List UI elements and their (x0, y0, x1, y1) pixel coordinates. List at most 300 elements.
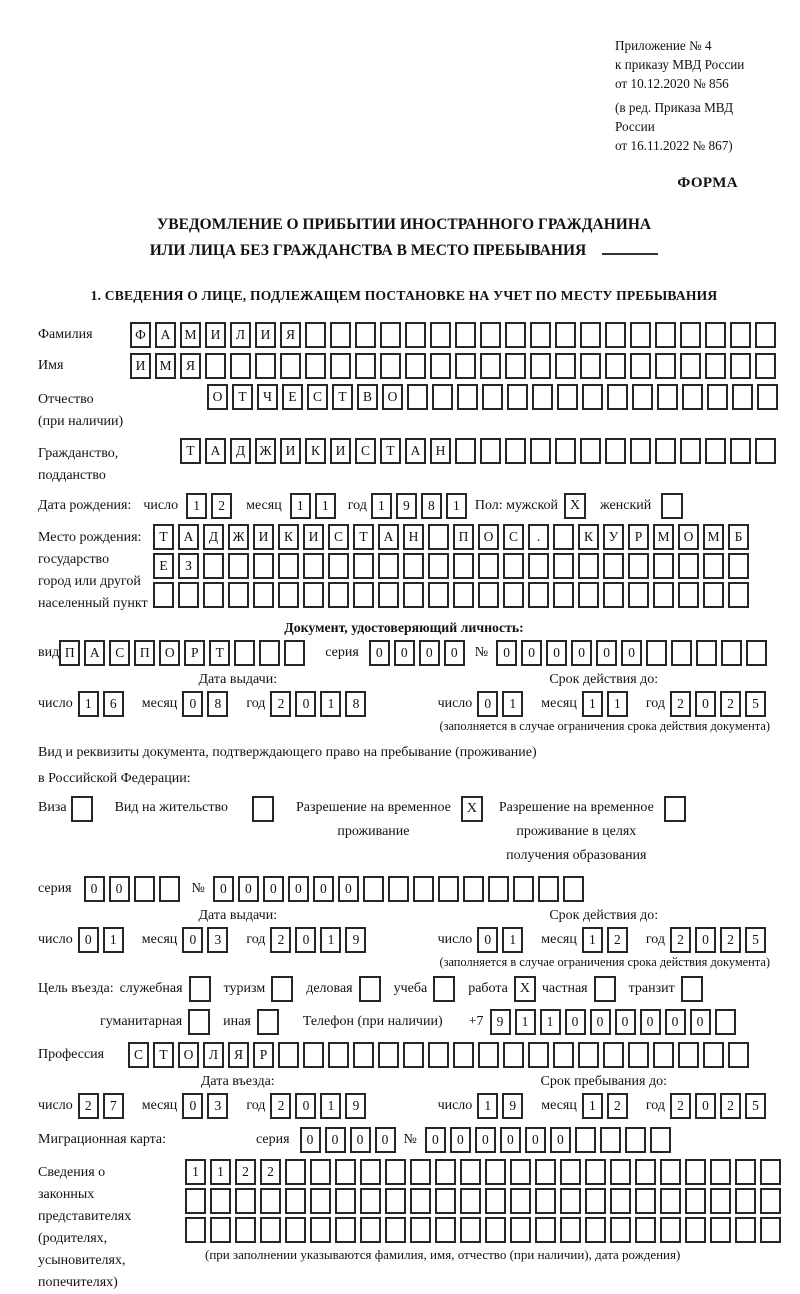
temp-residence-checkbox[interactable]: X (461, 796, 483, 822)
char-cell[interactable] (760, 1188, 781, 1214)
char-cell[interactable]: 0 (477, 927, 498, 953)
char-cell[interactable] (355, 322, 376, 348)
char-cell[interactable]: 0 (640, 1009, 661, 1035)
char-cell[interactable]: Т (380, 438, 401, 464)
char-cell[interactable] (488, 876, 509, 902)
char-cell[interactable] (310, 1188, 331, 1214)
char-cell[interactable]: Н (430, 438, 451, 464)
char-cell[interactable] (696, 640, 717, 666)
char-cell[interactable]: 0 (695, 927, 716, 953)
char-cell[interactable] (721, 640, 742, 666)
char-cell[interactable]: . (528, 524, 549, 550)
char-cell[interactable]: 0 (550, 1127, 571, 1153)
char-cell[interactable] (728, 553, 749, 579)
char-cell[interactable] (625, 1127, 646, 1153)
char-cell[interactable] (405, 353, 426, 379)
char-cell[interactable] (428, 582, 449, 608)
char-cell[interactable]: 0 (444, 640, 465, 666)
char-cell[interactable]: 1 (540, 1009, 561, 1035)
char-cell[interactable] (732, 384, 753, 410)
char-cell[interactable] (703, 553, 724, 579)
char-cell[interactable]: 1 (320, 691, 341, 717)
char-cell[interactable]: Л (230, 322, 251, 348)
char-cell[interactable] (255, 353, 276, 379)
char-cell[interactable]: И (280, 438, 301, 464)
char-cell[interactable] (360, 1217, 381, 1243)
char-cell[interactable] (403, 553, 424, 579)
char-cell[interactable] (605, 322, 626, 348)
char-cell[interactable] (438, 876, 459, 902)
char-cell[interactable]: Е (282, 384, 303, 410)
char-cell[interactable] (760, 1217, 781, 1243)
char-cell[interactable]: 0 (521, 640, 542, 666)
purpose-private-checkbox[interactable] (594, 976, 616, 1002)
char-cell[interactable]: Я (280, 322, 301, 348)
char-cell[interactable] (455, 353, 476, 379)
char-cell[interactable] (650, 1127, 671, 1153)
char-cell[interactable] (430, 353, 451, 379)
char-cell[interactable]: 0 (590, 1009, 611, 1035)
char-cell[interactable] (530, 438, 551, 464)
char-cell[interactable] (513, 876, 534, 902)
char-cell[interactable]: 1 (502, 927, 523, 953)
char-cell[interactable] (735, 1217, 756, 1243)
char-cell[interactable] (628, 553, 649, 579)
char-cell[interactable] (560, 1217, 581, 1243)
char-cell[interactable]: 0 (525, 1127, 546, 1153)
char-cell[interactable] (328, 553, 349, 579)
char-cell[interactable]: У (603, 524, 624, 550)
char-cell[interactable] (284, 640, 305, 666)
purpose-work-checkbox[interactable]: X (514, 976, 536, 1002)
char-cell[interactable] (575, 1127, 596, 1153)
char-cell[interactable] (578, 582, 599, 608)
char-cell[interactable] (480, 353, 501, 379)
purpose-business-checkbox[interactable] (359, 976, 381, 1002)
char-cell[interactable] (680, 322, 701, 348)
char-cell[interactable]: И (130, 353, 151, 379)
char-cell[interactable]: 2 (670, 927, 691, 953)
char-cell[interactable] (210, 1188, 231, 1214)
char-cell[interactable] (510, 1188, 531, 1214)
char-cell[interactable] (285, 1217, 306, 1243)
char-cell[interactable]: С (128, 1042, 149, 1068)
char-cell[interactable] (259, 640, 280, 666)
char-cell[interactable] (253, 553, 274, 579)
char-cell[interactable]: К (578, 524, 599, 550)
char-cell[interactable]: 8 (421, 493, 442, 519)
char-cell[interactable] (746, 640, 767, 666)
char-cell[interactable]: Ч (257, 384, 278, 410)
char-cell[interactable] (460, 1217, 481, 1243)
char-cell[interactable]: 2 (211, 493, 232, 519)
char-cell[interactable] (730, 438, 751, 464)
char-cell[interactable] (555, 438, 576, 464)
char-cell[interactable]: Д (203, 524, 224, 550)
char-cell[interactable] (480, 322, 501, 348)
char-cell[interactable]: 0 (690, 1009, 711, 1035)
char-cell[interactable] (503, 553, 524, 579)
char-cell[interactable]: 7 (103, 1093, 124, 1119)
char-cell[interactable]: А (378, 524, 399, 550)
char-cell[interactable]: 0 (375, 1127, 396, 1153)
char-cell[interactable] (330, 353, 351, 379)
char-cell[interactable]: 0 (546, 640, 567, 666)
char-cell[interactable]: 3 (207, 1093, 228, 1119)
char-cell[interactable]: В (357, 384, 378, 410)
char-cell[interactable]: 2 (720, 927, 741, 953)
char-cell[interactable]: А (205, 438, 226, 464)
char-cell[interactable] (485, 1217, 506, 1243)
residence-permit-checkbox[interactable] (252, 796, 274, 822)
char-cell[interactable]: Т (153, 524, 174, 550)
char-cell[interactable] (703, 1042, 724, 1068)
char-cell[interactable]: 2 (260, 1159, 281, 1185)
char-cell[interactable]: 0 (596, 640, 617, 666)
char-cell[interactable]: 0 (500, 1127, 521, 1153)
char-cell[interactable]: Е (153, 553, 174, 579)
char-cell[interactable] (335, 1188, 356, 1214)
char-cell[interactable] (653, 553, 674, 579)
char-cell[interactable] (635, 1188, 656, 1214)
char-cell[interactable] (457, 384, 478, 410)
char-cell[interactable] (632, 384, 653, 410)
char-cell[interactable]: 5 (745, 1093, 766, 1119)
char-cell[interactable] (228, 582, 249, 608)
char-cell[interactable] (660, 1217, 681, 1243)
char-cell[interactable] (159, 876, 180, 902)
char-cell[interactable] (603, 582, 624, 608)
char-cell[interactable]: 1 (185, 1159, 206, 1185)
char-cell[interactable] (757, 384, 778, 410)
char-cell[interactable]: 2 (235, 1159, 256, 1185)
char-cell[interactable] (153, 582, 174, 608)
char-cell[interactable]: С (328, 524, 349, 550)
char-cell[interactable]: 2 (670, 691, 691, 717)
char-cell[interactable]: 2 (270, 691, 291, 717)
char-cell[interactable] (485, 1188, 506, 1214)
char-cell[interactable]: 0 (475, 1127, 496, 1153)
char-cell[interactable]: 0 (78, 927, 99, 953)
char-cell[interactable]: 0 (615, 1009, 636, 1035)
char-cell[interactable]: С (109, 640, 130, 666)
char-cell[interactable] (353, 553, 374, 579)
char-cell[interactable] (553, 582, 574, 608)
char-cell[interactable] (328, 582, 349, 608)
char-cell[interactable]: 1 (477, 1093, 498, 1119)
char-cell[interactable] (403, 582, 424, 608)
char-cell[interactable] (585, 1217, 606, 1243)
char-cell[interactable] (378, 1042, 399, 1068)
char-cell[interactable] (578, 1042, 599, 1068)
char-cell[interactable] (410, 1188, 431, 1214)
char-cell[interactable] (388, 876, 409, 902)
char-cell[interactable] (603, 553, 624, 579)
char-cell[interactable] (428, 524, 449, 550)
char-cell[interactable] (635, 1217, 656, 1243)
char-cell[interactable]: М (703, 524, 724, 550)
char-cell[interactable]: Т (353, 524, 374, 550)
char-cell[interactable]: 0 (477, 691, 498, 717)
char-cell[interactable] (453, 553, 474, 579)
char-cell[interactable] (630, 322, 651, 348)
purpose-tourism-checkbox[interactable] (271, 976, 293, 1002)
char-cell[interactable]: 1 (582, 927, 603, 953)
char-cell[interactable] (755, 438, 776, 464)
char-cell[interactable] (560, 1188, 581, 1214)
char-cell[interactable] (505, 353, 526, 379)
char-cell[interactable]: 0 (313, 876, 334, 902)
char-cell[interactable]: 0 (263, 876, 284, 902)
char-cell[interactable]: О (678, 524, 699, 550)
char-cell[interactable]: 1 (582, 691, 603, 717)
char-cell[interactable] (210, 1217, 231, 1243)
char-cell[interactable]: 2 (720, 691, 741, 717)
char-cell[interactable]: 0 (109, 876, 130, 902)
char-cell[interactable]: О (159, 640, 180, 666)
char-cell[interactable]: 1 (290, 493, 311, 519)
char-cell[interactable] (585, 1188, 606, 1214)
char-cell[interactable]: О (178, 1042, 199, 1068)
char-cell[interactable] (655, 322, 676, 348)
char-cell[interactable] (278, 553, 299, 579)
char-cell[interactable]: М (653, 524, 674, 550)
char-cell[interactable]: С (307, 384, 328, 410)
char-cell[interactable] (580, 322, 601, 348)
char-cell[interactable]: 2 (670, 1093, 691, 1119)
char-cell[interactable]: 0 (350, 1127, 371, 1153)
char-cell[interactable]: 0 (338, 876, 359, 902)
char-cell[interactable]: И (303, 524, 324, 550)
char-cell[interactable] (455, 438, 476, 464)
char-cell[interactable]: 0 (325, 1127, 346, 1153)
char-cell[interactable]: 2 (270, 927, 291, 953)
male-checkbox[interactable]: X (564, 493, 586, 519)
char-cell[interactable] (703, 582, 724, 608)
char-cell[interactable] (582, 384, 603, 410)
char-cell[interactable] (380, 322, 401, 348)
char-cell[interactable] (535, 1217, 556, 1243)
char-cell[interactable] (453, 582, 474, 608)
char-cell[interactable]: 9 (490, 1009, 511, 1035)
char-cell[interactable] (605, 353, 626, 379)
temp-residence-edu-checkbox[interactable] (664, 796, 686, 822)
char-cell[interactable]: 2 (607, 927, 628, 953)
char-cell[interactable] (285, 1188, 306, 1214)
char-cell[interactable] (655, 438, 676, 464)
char-cell[interactable] (378, 553, 399, 579)
char-cell[interactable]: 9 (345, 1093, 366, 1119)
char-cell[interactable] (532, 384, 553, 410)
char-cell[interactable] (653, 1042, 674, 1068)
char-cell[interactable] (507, 384, 528, 410)
char-cell[interactable]: 0 (565, 1009, 586, 1035)
char-cell[interactable]: Я (180, 353, 201, 379)
char-cell[interactable] (578, 553, 599, 579)
char-cell[interactable] (428, 553, 449, 579)
char-cell[interactable] (707, 384, 728, 410)
char-cell[interactable] (305, 353, 326, 379)
char-cell[interactable] (505, 438, 526, 464)
char-cell[interactable] (463, 876, 484, 902)
char-cell[interactable] (455, 322, 476, 348)
char-cell[interactable]: 1 (320, 1093, 341, 1119)
char-cell[interactable]: Ж (228, 524, 249, 550)
char-cell[interactable] (230, 353, 251, 379)
char-cell[interactable] (678, 582, 699, 608)
char-cell[interactable] (310, 1217, 331, 1243)
char-cell[interactable] (234, 640, 255, 666)
char-cell[interactable] (260, 1188, 281, 1214)
char-cell[interactable] (657, 384, 678, 410)
char-cell[interactable] (407, 384, 428, 410)
char-cell[interactable]: 0 (369, 640, 390, 666)
char-cell[interactable] (728, 582, 749, 608)
char-cell[interactable] (535, 1188, 556, 1214)
char-cell[interactable] (730, 353, 751, 379)
char-cell[interactable] (715, 1009, 736, 1035)
char-cell[interactable] (380, 353, 401, 379)
char-cell[interactable]: И (205, 322, 226, 348)
char-cell[interactable]: 0 (621, 640, 642, 666)
char-cell[interactable] (203, 553, 224, 579)
char-cell[interactable]: 1 (78, 691, 99, 717)
char-cell[interactable]: Т (209, 640, 230, 666)
char-cell[interactable] (503, 1042, 524, 1068)
char-cell[interactable]: М (180, 322, 201, 348)
char-cell[interactable]: 0 (238, 876, 259, 902)
char-cell[interactable]: 1 (103, 927, 124, 953)
char-cell[interactable] (403, 1042, 424, 1068)
char-cell[interactable] (630, 438, 651, 464)
char-cell[interactable]: К (305, 438, 326, 464)
char-cell[interactable] (335, 1217, 356, 1243)
char-cell[interactable]: 9 (396, 493, 417, 519)
char-cell[interactable]: 1 (186, 493, 207, 519)
char-cell[interactable] (435, 1217, 456, 1243)
char-cell[interactable]: 1 (607, 691, 628, 717)
char-cell[interactable] (428, 1042, 449, 1068)
char-cell[interactable] (303, 553, 324, 579)
char-cell[interactable] (228, 553, 249, 579)
char-cell[interactable]: 0 (182, 927, 203, 953)
char-cell[interactable]: П (134, 640, 155, 666)
char-cell[interactable]: 0 (300, 1127, 321, 1153)
char-cell[interactable]: И (253, 524, 274, 550)
char-cell[interactable]: Б (728, 524, 749, 550)
char-cell[interactable]: 6 (103, 691, 124, 717)
visa-checkbox[interactable] (71, 796, 93, 822)
char-cell[interactable]: 1 (582, 1093, 603, 1119)
char-cell[interactable] (755, 353, 776, 379)
char-cell[interactable] (253, 582, 274, 608)
char-cell[interactable] (185, 1217, 206, 1243)
char-cell[interactable]: С (503, 524, 524, 550)
char-cell[interactable] (530, 353, 551, 379)
char-cell[interactable] (413, 876, 434, 902)
char-cell[interactable]: О (382, 384, 403, 410)
char-cell[interactable]: 3 (207, 927, 228, 953)
char-cell[interactable] (510, 1217, 531, 1243)
char-cell[interactable] (405, 322, 426, 348)
char-cell[interactable]: 1 (371, 493, 392, 519)
char-cell[interactable]: Т (153, 1042, 174, 1068)
char-cell[interactable]: Т (332, 384, 353, 410)
char-cell[interactable] (705, 438, 726, 464)
char-cell[interactable] (378, 582, 399, 608)
char-cell[interactable]: 8 (345, 691, 366, 717)
char-cell[interactable] (528, 553, 549, 579)
char-cell[interactable] (685, 1188, 706, 1214)
char-cell[interactable]: О (207, 384, 228, 410)
char-cell[interactable] (303, 1042, 324, 1068)
char-cell[interactable] (553, 1042, 574, 1068)
char-cell[interactable]: 0 (295, 691, 316, 717)
char-cell[interactable]: 9 (502, 1093, 523, 1119)
char-cell[interactable] (460, 1188, 481, 1214)
char-cell[interactable]: 9 (345, 927, 366, 953)
char-cell[interactable] (482, 384, 503, 410)
char-cell[interactable] (705, 322, 726, 348)
char-cell[interactable]: 1 (502, 691, 523, 717)
char-cell[interactable] (580, 353, 601, 379)
char-cell[interactable] (660, 1188, 681, 1214)
char-cell[interactable] (385, 1217, 406, 1243)
char-cell[interactable] (278, 1042, 299, 1068)
char-cell[interactable]: 0 (288, 876, 309, 902)
char-cell[interactable]: П (59, 640, 80, 666)
char-cell[interactable]: Ж (255, 438, 276, 464)
purpose-transit-checkbox[interactable] (681, 976, 703, 1002)
char-cell[interactable] (305, 322, 326, 348)
char-cell[interactable] (203, 582, 224, 608)
char-cell[interactable]: И (255, 322, 276, 348)
char-cell[interactable] (610, 1188, 631, 1214)
char-cell[interactable]: 5 (745, 691, 766, 717)
char-cell[interactable] (710, 1188, 731, 1214)
char-cell[interactable]: 1 (515, 1009, 536, 1035)
char-cell[interactable] (680, 438, 701, 464)
char-cell[interactable]: 8 (207, 691, 228, 717)
char-cell[interactable]: 0 (665, 1009, 686, 1035)
char-cell[interactable] (555, 322, 576, 348)
char-cell[interactable]: 0 (571, 640, 592, 666)
char-cell[interactable] (453, 1042, 474, 1068)
char-cell[interactable]: М (155, 353, 176, 379)
char-cell[interactable]: Р (184, 640, 205, 666)
char-cell[interactable] (685, 1217, 706, 1243)
char-cell[interactable]: Н (403, 524, 424, 550)
char-cell[interactable] (678, 553, 699, 579)
char-cell[interactable]: 0 (182, 691, 203, 717)
char-cell[interactable] (410, 1217, 431, 1243)
char-cell[interactable] (653, 582, 674, 608)
char-cell[interactable] (505, 322, 526, 348)
char-cell[interactable] (478, 1042, 499, 1068)
char-cell[interactable]: 0 (425, 1127, 446, 1153)
char-cell[interactable] (430, 322, 451, 348)
char-cell[interactable]: А (405, 438, 426, 464)
char-cell[interactable] (235, 1188, 256, 1214)
char-cell[interactable] (303, 582, 324, 608)
char-cell[interactable]: 0 (295, 927, 316, 953)
char-cell[interactable] (680, 353, 701, 379)
female-checkbox[interactable] (661, 493, 683, 519)
char-cell[interactable]: С (355, 438, 376, 464)
purpose-humanitarian-checkbox[interactable] (188, 1009, 210, 1035)
char-cell[interactable] (435, 1188, 456, 1214)
char-cell[interactable] (178, 582, 199, 608)
